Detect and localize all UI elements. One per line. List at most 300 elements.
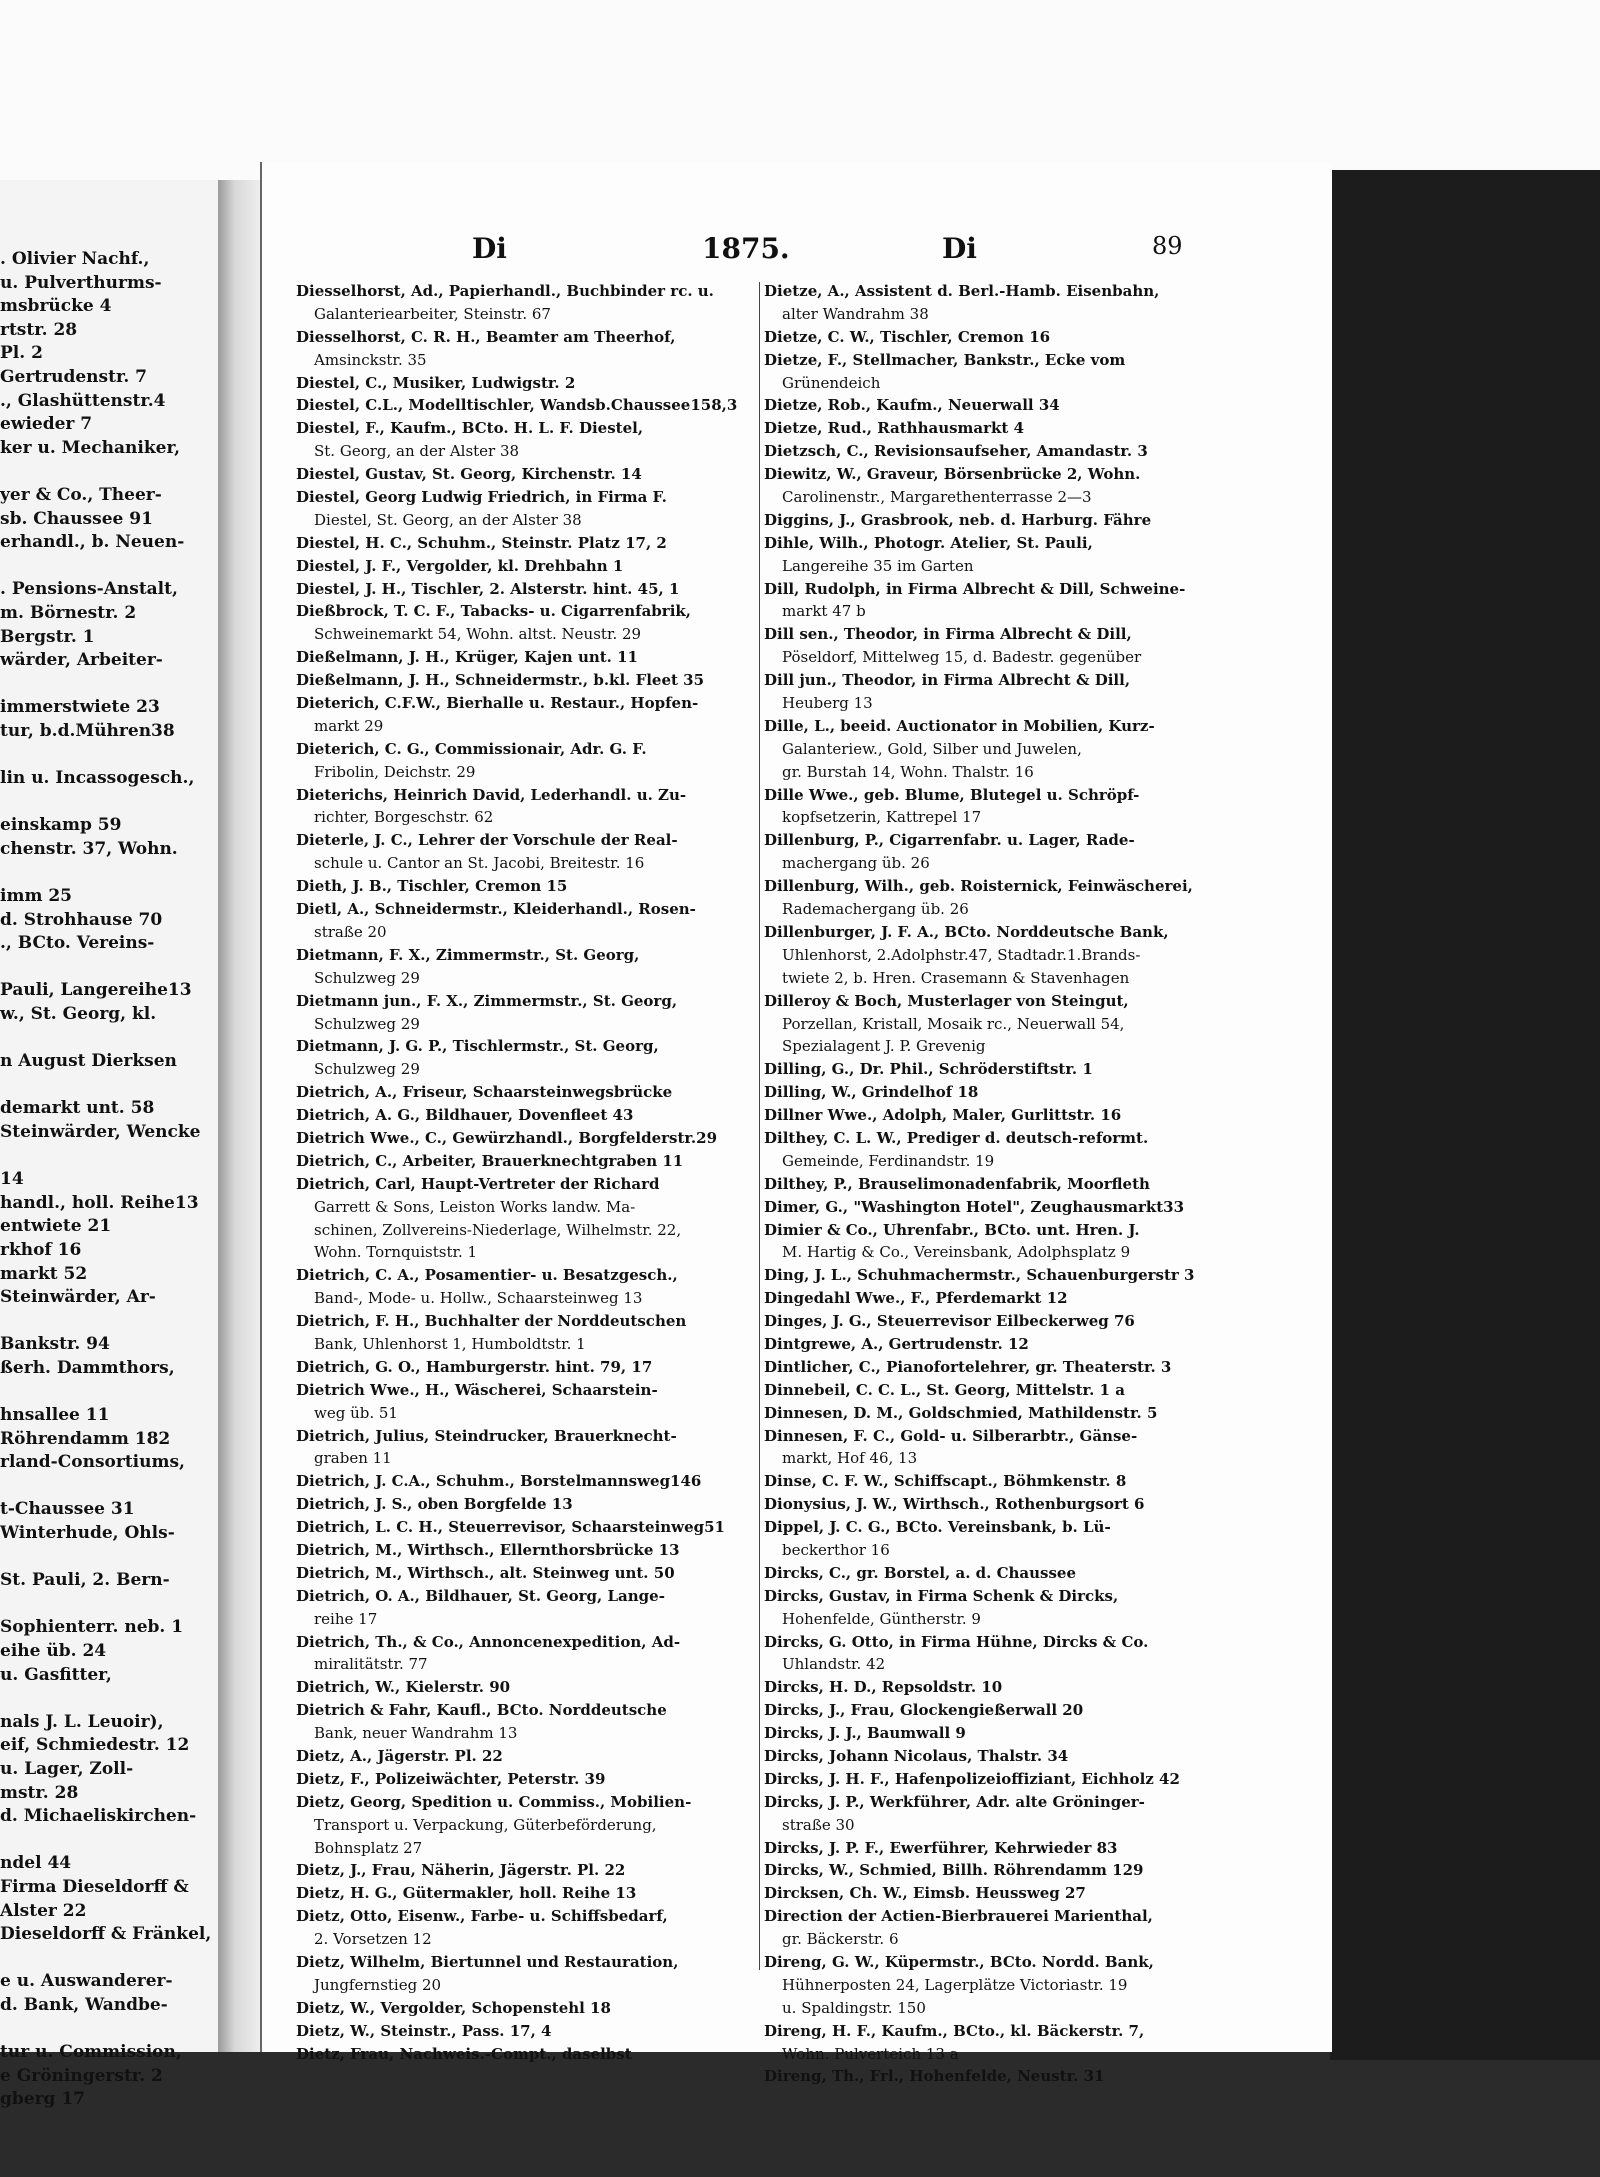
- directory-page: [260, 162, 1332, 2086]
- directory-entry: [764, 1791, 1274, 1837]
- entry-name-line: Dietz, H. G., Gütermakler, holl. Reihe 13: [296, 1884, 637, 1903]
- previous-page-line: ewieder 7: [0, 414, 93, 435]
- entry-name-line: Dietz, Otto, Eisenw., Farbe- u. Schiffsbedarf,: [296, 1907, 668, 1926]
- entry-name-line: Dircks, Gustav, in Firma Schenk & Dircks,: [764, 1586, 1119, 1605]
- entry-continuation-line: machergang üb. 26: [782, 854, 930, 873]
- entry-name-line: Dietl, A., Schneidermstr., Kleiderhandl., Rosen-: [296, 900, 696, 919]
- previous-page-line: [0, 555, 218, 579]
- previous-page-line: wärder, Arbeiter-: [0, 650, 163, 671]
- entry-name-line: Dill, Rudolph, in Firma Albrecht & Dill, Schweine-: [764, 579, 1186, 598]
- entry-continuation-line: straße 20: [314, 922, 387, 941]
- entry-name-line: Dinnebeil, C. C. L., St. Georg, Mittelstr. 1 a: [764, 1380, 1125, 1399]
- entry-name-line: Dietze, F., Stellmacher, Bankstr., Ecke vom: [764, 350, 1126, 369]
- entry-continuation-line: Galanteriew., Gold, Silber und Juwelen,: [782, 739, 1082, 758]
- previous-page-line: Firma Dieseldorff &: [0, 1876, 189, 1897]
- entry-continuation-line: markt 47 b: [782, 602, 866, 621]
- directory-entry: [764, 1837, 1274, 1860]
- column-divider: [759, 282, 760, 1970]
- entry-name-line: Diestel, C., Musiker, Ludwigstr. 2: [296, 373, 576, 392]
- directory-entry: [296, 1264, 776, 1310]
- directory-entry: [296, 326, 776, 372]
- directory-entry: [296, 1791, 776, 1860]
- entry-name-line: Dihle, Wilh., Photogr. Atelier, St. Pauli,: [764, 533, 1093, 552]
- directory-entry: [296, 578, 776, 601]
- entry-continuation-line: alter Wandrahm 38: [782, 304, 929, 323]
- entry-continuation-line: gr. Bäckerstr. 6: [782, 1930, 899, 1949]
- entry-name-line: Dillenburg, Wilh., geb. Roisternick, Feinwäscherei,: [764, 877, 1193, 896]
- entry-name-line: Dilling, W., Grindelhof 18: [764, 1083, 979, 1102]
- entry-name-line: Dietrich, C., Arbeiter, Brauerknechtgraben 11: [296, 1151, 684, 1170]
- directory-entry: [764, 1264, 1274, 1287]
- entry-continuation-line: twiete 2, b. Hren. Crasemann & Stavenhagen: [782, 968, 1130, 987]
- previous-page-line: sb. Chaussee 91: [0, 508, 153, 529]
- directory-entry: [296, 898, 776, 944]
- entry-continuation-line: Pöseldorf, Mittelweg 15, d. Badestr. gegenüber: [782, 648, 1142, 667]
- previous-page-line: rkhof 16: [0, 1239, 82, 1260]
- directory-entry: [296, 1768, 776, 1791]
- entry-name-line: Dillenburg, P., Cigarrenfabr. u. Lager, Rade-: [764, 831, 1135, 850]
- directory-entry: [296, 486, 776, 532]
- entry-name-line: Dietrich, A., Friseur, Schaarsteinwegsbrücke: [296, 1083, 673, 1102]
- entry-continuation-line: straße 30: [782, 1815, 855, 1834]
- directory-entry: [764, 1173, 1274, 1196]
- previous-page-line: [0, 1145, 218, 1169]
- previous-page-line: hnsallee 11: [0, 1405, 110, 1426]
- directory-entry: [764, 1859, 1274, 1882]
- entry-name-line: Diestel, J. H., Tischler, 2. Alsterstr. hint. 45, 1: [296, 579, 680, 598]
- directory-entry: [764, 394, 1274, 417]
- previous-page-line: e Gröningerstr. 2: [0, 2065, 163, 2086]
- entry-name-line: Dille, L., beeid. Auctionator in Mobilien, Kurz-: [764, 716, 1155, 735]
- previous-page-line: e u. Auswanderer-: [0, 1971, 173, 1992]
- directory-entry: [764, 440, 1274, 463]
- entry-continuation-line: St. Georg, an der Alster 38: [314, 442, 520, 461]
- previous-page-line: entwiete 21: [0, 1216, 112, 1237]
- directory-entry: [764, 1585, 1274, 1631]
- previous-page-line: eif, Schmiedestr. 12: [0, 1735, 190, 1756]
- entry-continuation-line: Langereihe 35 im Garten: [782, 556, 974, 575]
- directory-entry: [296, 2020, 776, 2043]
- entry-name-line: Dircks, J., Frau, Glockengießerwall 20: [764, 1701, 1084, 1720]
- directory-entry: [764, 532, 1274, 578]
- entry-name-line: Diesselhorst, Ad., Papierhandl., Buchbinder rc. u.: [296, 282, 714, 300]
- entry-name-line: Dietrich, A. G., Bildhauer, Dovenfleet 43: [296, 1106, 634, 1125]
- entry-name-line: Dilling, G., Dr. Phil., Schröderstiftstr. 1: [764, 1060, 1093, 1079]
- previous-page-fragment: [0, 180, 221, 2110]
- directory-entry: [764, 1699, 1274, 1722]
- previous-page-line: u. Pulverthurms-: [0, 272, 162, 293]
- previous-page-line: [0, 1593, 218, 1617]
- entry-continuation-line: Heuberg 13: [782, 694, 873, 713]
- entry-name-line: Dintlicher, C., Pianofortelehrer, gr. Theaterstr. 3: [764, 1357, 1172, 1376]
- previous-page-line: ßerh. Dammthors,: [0, 1357, 175, 1378]
- previous-page-line: 14: [0, 1169, 24, 1190]
- entry-continuation-line: weg üb. 51: [314, 1403, 398, 1422]
- directory-entry: [764, 1402, 1274, 1425]
- previous-page-line: lin u. Incassogesch.,: [0, 768, 195, 789]
- directory-entry: [764, 715, 1274, 784]
- directory-entry: [764, 509, 1274, 532]
- entry-continuation-line: markt 29: [314, 716, 384, 735]
- directory-entry: [764, 1470, 1274, 1493]
- entry-continuation-line: Spezialagent J. P. Grevenig: [782, 1037, 986, 1056]
- entry-name-line: Dietrich, G. O., Hamburgerstr. hint. 79, 17: [296, 1357, 653, 1376]
- entry-name-line: Dietmann, F. X., Zimmermstr., St. Georg,: [296, 945, 640, 964]
- previous-page-line: mstr. 28: [0, 1782, 79, 1803]
- entry-name-line: Dill jun., Theodor, in Firma Albrecht & Dill,: [764, 671, 1131, 690]
- entry-name-line: Dille Wwe., geb. Blume, Blutegel u. Schröpf-: [764, 785, 1140, 804]
- directory-entry: [296, 1905, 776, 1951]
- entry-name-line: Dieterichs, Heinrich David, Lederhandl. u. Zu-: [296, 785, 687, 804]
- entry-name-line: Dircks, Johann Nicolaus, Thalstr. 34: [764, 1747, 1069, 1765]
- entry-continuation-line: graben 11: [314, 1449, 392, 1468]
- entry-name-line: Diggins, J., Grasbrook, neb. d. Harburg. Fähre: [764, 510, 1152, 529]
- entry-continuation-line: kopfsetzerin, Kattrepel 17: [782, 808, 982, 827]
- entry-continuation-line: u. Spaldingstr. 150: [782, 1998, 926, 2017]
- directory-entry: [764, 784, 1274, 830]
- entry-continuation-line: Diestel, St. Georg, an der Alster 38: [314, 510, 582, 529]
- previous-page-line: rtstr. 28: [0, 319, 78, 340]
- entry-name-line: Dietz, W., Steinstr., Pass. 17, 4: [296, 2021, 552, 2040]
- previous-page-line: [0, 1310, 218, 1334]
- directory-entry: [764, 1631, 1274, 1677]
- previous-page-line: d. Bank, Wandbe-: [0, 1994, 168, 2015]
- directory-entry: [764, 1882, 1274, 1905]
- entry-continuation-line: Hohenfelde, Güntherstr. 9: [782, 1609, 981, 1628]
- entry-name-line: Dießbrock, T. C. F., Tabacks- u. Cigarrenfabrik,: [296, 602, 692, 621]
- directory-entry: [764, 669, 1274, 715]
- entry-name-line: Dieterle, J. C., Lehrer der Vorschule der Real-: [296, 831, 678, 850]
- entry-name-line: Dietze, Rud., Rathhausmarkt 4: [764, 419, 1025, 438]
- directory-entry: [764, 1676, 1274, 1699]
- directory-entry: [296, 1516, 776, 1539]
- directory-entry: [296, 417, 776, 463]
- previous-page-line: Sophienterr. neb. 1: [0, 1617, 184, 1638]
- directory-entry: [296, 532, 776, 555]
- scan-background-right: [1330, 170, 1600, 2060]
- entry-continuation-line: Schulzweg 29: [314, 1060, 420, 1079]
- previous-page-line: [0, 956, 218, 980]
- entry-continuation-line: Bohnsplatz 27: [314, 1838, 423, 1857]
- directory-entry: [764, 1493, 1274, 1516]
- entry-name-line: Direng, H. F., Kaufm., BCto., kl. Bäckerstr. 7,: [764, 2021, 1145, 2040]
- directory-entry: [296, 1379, 776, 1425]
- directory-entry: [296, 1745, 776, 1768]
- previous-page-line: ., Glashüttenstr.4: [0, 390, 166, 411]
- previous-page-line: rland-Consortiums,: [0, 1452, 185, 1473]
- directory-entry: [296, 1676, 776, 1699]
- entry-continuation-line: 2. Vorsetzen 12: [314, 1930, 432, 1949]
- directory-column-right: [764, 280, 1274, 2088]
- entry-name-line: Dietz, Frau, Nachweis.-Compt., daselbst: [296, 2044, 632, 2063]
- entry-name-line: Dietrich, M., Wirthsch., Ellernthorsbrücke 13: [296, 1540, 680, 1559]
- directory-entry: [296, 1631, 776, 1677]
- entry-name-line: Dintgrewe, A., Gertrudenstr. 12: [764, 1334, 1029, 1353]
- directory-entry: [764, 1104, 1274, 1127]
- entry-name-line: Dietrich, Julius, Steindrucker, Brauerknecht-: [296, 1426, 677, 1445]
- directory-entry: [764, 1951, 1274, 2020]
- entry-continuation-line: richter, Borgeschstr. 62: [314, 808, 494, 827]
- entry-name-line: Dircks, C., gr. Borstel, a. d. Chaussee: [764, 1563, 1077, 1582]
- entry-name-line: Dietz, Georg, Spedition u. Commiss., Mobilien-: [296, 1792, 692, 1811]
- entry-name-line: Dinse, C. F. W., Schiffscapt., Böhmkenstr. 8: [764, 1472, 1127, 1491]
- directory-entry: [764, 1768, 1274, 1791]
- entry-name-line: Diestel, Georg Ludwig Friedrich, in Firma F.: [296, 488, 667, 507]
- directory-entry: [296, 646, 776, 669]
- directory-entry: [296, 1493, 776, 1516]
- previous-page-line: [0, 1546, 218, 1570]
- entry-continuation-line: Grünendeich: [782, 373, 881, 392]
- entry-continuation-line: Porzellan, Kristall, Mosaik rc., Neuerwall 54,: [782, 1014, 1125, 1033]
- entry-name-line: Dircks, J. P., Werkführer, Adr. alte Gröninger-: [764, 1792, 1145, 1811]
- directory-entry: [764, 578, 1274, 624]
- directory-entry: [296, 1562, 776, 1585]
- entry-continuation-line: Wohn. Tornquiststr. 1: [314, 1243, 478, 1262]
- previous-page-line: yer & Co., Theer-: [0, 484, 162, 505]
- entry-name-line: Dietze, A., Assistent d. Berl.-Hamb. Eisenbahn,: [764, 282, 1160, 300]
- entry-name-line: Dinges, J. G., Steuerrevisor Eilbeckerweg 76: [764, 1312, 1135, 1331]
- directory-entry: [764, 326, 1274, 349]
- previous-page-line: . Pensions-Anstalt,: [0, 579, 178, 600]
- directory-entry: [296, 1470, 776, 1493]
- directory-column-left: [296, 280, 776, 2065]
- entry-continuation-line: Fribolin, Deichstr. 29: [314, 762, 476, 781]
- previous-page-line: [0, 743, 218, 767]
- previous-page-line: [0, 673, 218, 697]
- entry-name-line: Diewitz, W., Graveur, Börsenbrücke 2, Wohn.: [764, 465, 1141, 484]
- directory-entry: [296, 555, 776, 578]
- entry-name-line: Dingedahl Wwe., F., Pferdemarkt 12: [764, 1289, 1068, 1308]
- entry-continuation-line: M. Hartig & Co., Vereinsbank, Adolphsplatz 9: [782, 1243, 1131, 1262]
- previous-page-line: u. Gasfitter,: [0, 1664, 112, 1685]
- entry-name-line: Dietz, Wilhelm, Biertunnel und Restauration,: [296, 1953, 679, 1972]
- entry-continuation-line: Jungfernstieg 20: [314, 1975, 442, 1994]
- entry-name-line: Dircks, J. P. F., Ewerführer, Kehrwieder 83: [764, 1838, 1118, 1857]
- previous-page-line: immerstwiete 23: [0, 697, 160, 718]
- entry-name-line: Dietrich Wwe., C., Gewürzhandl., Borgfelderstr.29: [296, 1128, 718, 1147]
- entry-name-line: Dietze, Rob., Kaufm., Neuerwall 34: [764, 396, 1060, 415]
- previous-page-line: einskamp 59: [0, 815, 122, 836]
- directory-entry: [764, 1081, 1274, 1104]
- previous-page-line: [0, 1829, 218, 1853]
- directory-entry: [764, 1333, 1274, 1356]
- previous-page-line: m. Börnestr. 2: [0, 602, 137, 623]
- previous-page-line: erhandl., b. Neuen-: [0, 532, 185, 553]
- entry-name-line: Dimier & Co., Uhrenfabr., BCto. unt. Hren. J.: [764, 1220, 1140, 1239]
- entry-name-line: Dietrich, J. S., oben Borgfelde 13: [296, 1495, 573, 1514]
- directory-entry: [764, 1379, 1274, 1402]
- previous-page-line: [0, 1475, 218, 1499]
- previous-page-line: imm 25: [0, 886, 73, 907]
- previous-page-line: Steinwärder, Wencke: [0, 1121, 201, 1142]
- entry-continuation-line: gr. Burstah 14, Wohn. Thalstr. 16: [782, 762, 1034, 781]
- entry-continuation-line: Transport u. Verpackung, Güterbeförderung,: [314, 1815, 657, 1834]
- entry-name-line: Dietmann, J. G. P., Tischlermstr., St. Georg,: [296, 1037, 659, 1056]
- previous-page-line: [0, 1074, 218, 1098]
- directory-entry: [764, 1219, 1274, 1265]
- entry-name-line: Dietzsch, C., Revisionsaufseher, Amandastr. 3: [764, 442, 1148, 461]
- entry-name-line: Dieth, J. B., Tischler, Cremon 15: [296, 877, 568, 896]
- directory-entry: [764, 990, 1274, 1059]
- entry-name-line: Dinnesen, D. M., Goldschmied, Mathildenstr. 5: [764, 1403, 1158, 1422]
- entry-name-line: Dillenburger, J. F. A., BCto. Norddeutsche Bank,: [764, 922, 1169, 941]
- entry-continuation-line: Rademachergang üb. 26: [782, 900, 969, 919]
- directory-entry: [296, 944, 776, 990]
- entry-name-line: Dietrich, W., Kielerstr. 90: [296, 1678, 511, 1697]
- entry-name-line: Diesselhorst, C. R. H., Beamter am Theerhof,: [296, 327, 676, 346]
- entry-name-line: Dietrich, O. A., Bildhauer, St. Georg, Lange-: [296, 1586, 665, 1605]
- directory-entry: [296, 1035, 776, 1081]
- previous-page-line: St. Pauli, 2. Bern-: [0, 1570, 170, 1591]
- directory-entry: [296, 1859, 776, 1882]
- previous-page-line: [0, 1687, 218, 1711]
- directory-entry: [764, 1127, 1274, 1173]
- directory-entry: [296, 784, 776, 830]
- directory-entry: [296, 1951, 776, 1997]
- page-number: 89: [1152, 232, 1183, 260]
- previous-page-line: Dieseldorff & Fränkel,: [0, 1924, 212, 1945]
- directory-entry: [296, 1699, 776, 1745]
- book-gutter: [218, 180, 260, 2052]
- directory-entry: [296, 738, 776, 784]
- previous-page-line: [0, 1381, 218, 1405]
- entry-name-line: Diestel, F., Kaufm., BCto. H. L. F. Diestel,: [296, 419, 644, 438]
- directory-entry: [764, 1310, 1274, 1333]
- directory-entry: [764, 1058, 1274, 1081]
- entry-name-line: Dietrich & Fahr, Kaufl., BCto. Norddeutsche: [296, 1701, 667, 1720]
- previous-page-line: ker u. Mechaniker,: [0, 437, 181, 458]
- entry-continuation-line: Wohn. Pulverteich 13 a: [782, 2044, 959, 2063]
- directory-entry: [296, 1127, 776, 1150]
- directory-entry: [296, 1150, 776, 1173]
- directory-entry: [296, 394, 776, 417]
- previous-page-line: Pl. 2: [0, 343, 43, 364]
- previous-page-line: Winterhude, Ohls-: [0, 1523, 175, 1544]
- entry-name-line: Dill sen., Theodor, in Firma Albrecht & Dill,: [764, 625, 1132, 644]
- directory-entry: [764, 2065, 1274, 2088]
- entry-continuation-line: markt, Hof 46, 13: [782, 1449, 918, 1468]
- entry-name-line: Dießelmann, J. H., Schneidermstr., b.kl. Fleet 35: [296, 671, 705, 690]
- directory-entry: [764, 2020, 1274, 2066]
- entry-name-line: Dircks, J. J., Baumwall 9: [764, 1724, 966, 1743]
- directory-entry: [296, 1882, 776, 1905]
- entry-name-line: Dilleroy & Boch, Musterlager von Steingut,: [764, 991, 1129, 1010]
- directory-entry: [296, 1104, 776, 1127]
- entry-continuation-line: Schulzweg 29: [314, 968, 420, 987]
- entry-name-line: Diestel, J. F., Vergolder, kl. Drehbahn 1: [296, 556, 624, 575]
- previous-page-line: d. Strohhause 70: [0, 909, 163, 930]
- directory-entry: [764, 1425, 1274, 1471]
- previous-page-line: Pauli, Langereihe13: [0, 980, 192, 1001]
- directory-entry: [296, 669, 776, 692]
- entry-name-line: Dietrich, M., Wirthsch., alt. Steinweg unt. 50: [296, 1563, 675, 1582]
- entry-continuation-line: Garrett & Sons, Leiston Works landw. Ma-: [314, 1197, 636, 1216]
- entry-name-line: Dietze, C. W., Tischler, Cremon 16: [764, 327, 1051, 346]
- previous-page-line: [0, 791, 218, 815]
- entry-continuation-line: Gemeinde, Ferdinandstr. 19: [782, 1151, 995, 1170]
- directory-entry: [764, 417, 1274, 440]
- entry-name-line: Dietrich Wwe., H., Wäscherei, Schaarstein-: [296, 1380, 658, 1399]
- directory-entry: [764, 829, 1274, 875]
- entry-name-line: Dietrich, Carl, Haupt-Vertreter der Richard: [296, 1174, 660, 1193]
- entry-name-line: Dilthey, C. L. W., Prediger d. deutsch-reformt.: [764, 1128, 1149, 1147]
- entry-name-line: Dilthey, P., Brauselimonadenfabrik, Moorfleth: [764, 1174, 1150, 1193]
- entry-name-line: Dircks, H. D., Repsoldstr. 10: [764, 1678, 1003, 1697]
- directory-entry: [296, 1356, 776, 1379]
- entry-name-line: Diestel, Gustav, St. Georg, Kirchenstr. 14: [296, 465, 642, 484]
- directory-entry: [296, 1310, 776, 1356]
- directory-entry: [296, 280, 776, 326]
- entry-continuation-line: miralitätstr. 77: [314, 1655, 428, 1674]
- directory-entry: [296, 600, 776, 646]
- directory-entry: [764, 1905, 1274, 1951]
- entry-continuation-line: Bank, neuer Wandrahm 13: [314, 1724, 518, 1743]
- previous-page-line: [0, 460, 218, 484]
- directory-entry: [764, 1722, 1274, 1745]
- directory-entry: [764, 280, 1274, 326]
- previous-page-line: ., BCto. Vereins-: [0, 933, 155, 954]
- entry-name-line: Diestel, H. C., Schuhm., Steinstr. Platz 17, 2: [296, 533, 667, 552]
- entry-name-line: Dießelmann, J. H., Krüger, Kajen unt. 11: [296, 648, 638, 667]
- entry-name-line: Dippel, J. C. G., BCto. Vereinsbank, b. Lü-: [764, 1518, 1111, 1537]
- entry-continuation-line: beckerthor 16: [782, 1540, 890, 1559]
- directory-entry: [296, 1997, 776, 2020]
- entry-name-line: Diestel, C.L., Modelltischler, Wandsb.Chaussee158,3: [296, 396, 738, 415]
- previous-page-line: nals J. L. Leuoir),: [0, 1711, 164, 1732]
- entry-name-line: Dietz, A., Jägerstr. Pl. 22: [296, 1747, 503, 1765]
- directory-entry: [296, 1425, 776, 1471]
- directory-entry: [296, 463, 776, 486]
- previous-page-line: t-Chaussee 31: [0, 1499, 135, 1520]
- previous-page-line: [0, 2018, 218, 2042]
- directory-entry: [296, 1585, 776, 1631]
- entry-name-line: Direng, Th., Frl., Hohenfelde, Neustr. 31: [764, 2067, 1105, 2086]
- directory-entry: [296, 2043, 776, 2066]
- directory-entry: [764, 1196, 1274, 1219]
- entry-continuation-line: Bank, Uhlenhorst 1, Humboldtstr. 1: [314, 1334, 586, 1353]
- directory-entry: [296, 829, 776, 875]
- previous-page-line: Bankstr. 94: [0, 1334, 110, 1355]
- previous-page-line: . Olivier Nachf.,: [0, 249, 150, 269]
- entry-continuation-line: Band-, Mode- u. Hollw., Schaarsteinweg 13: [314, 1289, 643, 1308]
- directory-entry: [764, 623, 1274, 669]
- previous-page-line: [0, 1027, 218, 1051]
- entry-name-line: Dietz, J., Frau, Näherin, Jägerstr. Pl. 22: [296, 1861, 626, 1880]
- previous-page-line: handl., holl. Reihe13: [0, 1192, 199, 1213]
- previous-page-lines: [0, 248, 218, 2112]
- entry-continuation-line: schinen, Zollvereins-Niederlage, Wilhelmstr. 22,: [314, 1220, 682, 1239]
- header-left-index: Di: [472, 232, 507, 265]
- entry-continuation-line: Uhlenhorst, 2.Adolphstr.47, Stadtadr.1.Brands-: [782, 945, 1141, 964]
- entry-name-line: Dietrich, F. H., Buchhalter der Norddeutschen: [296, 1312, 687, 1331]
- entry-name-line: Dietrich, L. C. H., Steuerrevisor, Schaarsteinweg51: [296, 1518, 725, 1537]
- entry-continuation-line: Carolinenstr., Margarethenterrasse 2—3: [782, 488, 1092, 507]
- directory-entry: [764, 463, 1274, 509]
- entry-continuation-line: schule u. Cantor an St. Jacobi, Breitestr. 16: [314, 854, 645, 873]
- directory-entry: [764, 1745, 1274, 1768]
- previous-page-line: demarkt unt. 58: [0, 1098, 155, 1119]
- entry-name-line: Dieterich, C. G., Commissionair, Adr. G. F.: [296, 739, 647, 758]
- directory-entry: [296, 1081, 776, 1104]
- entry-name-line: Dietrich, Th., & Co., Annoncenexpedition, Ad-: [296, 1632, 681, 1651]
- previous-page-line: eihe üb. 24: [0, 1641, 107, 1662]
- previous-page-line: Alster 22: [0, 1900, 87, 1921]
- previous-page-line: gberg 17: [0, 2089, 86, 2110]
- entry-continuation-line: Schweinemarkt 54, Wohn. altst. Neustr. 29: [314, 625, 642, 644]
- previous-page-line: w., St. Georg, kl.: [0, 1004, 157, 1024]
- directory-entry: [764, 1516, 1274, 1562]
- previous-page-line: n August Dierksen: [0, 1051, 177, 1072]
